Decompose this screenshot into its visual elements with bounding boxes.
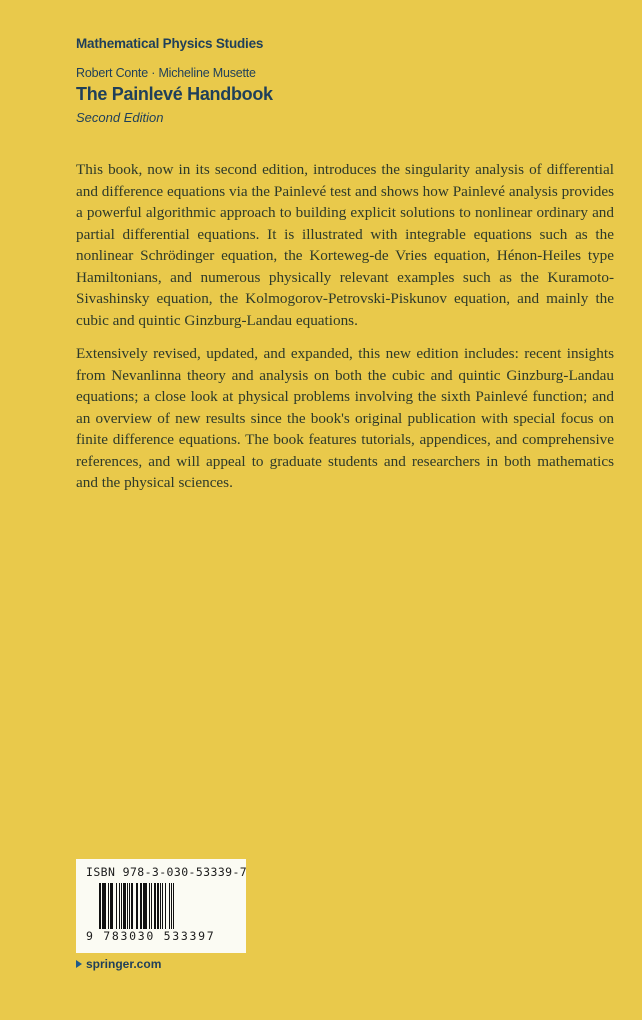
blurb-paragraph-2: Extensively revised, updated, and expanded, this new edition includes: recent insights from Nevanlinna theory and analysis on both the cubic and quintic Ginzburg-Landau equations; a close look at physical problems involving the sixth Painlevé function; and an overview of new results since the book's original publication with special focus on finite difference equations. The book features tutorials, appendices, and comprehensive references, and will appeal to graduate students and researchers in both mathematics and the physical sciences. <box>76 345 614 491</box>
series-name: Mathematical Physics Studies <box>76 36 264 51</box>
book-title: The Painlevé Handbook <box>76 84 273 104</box>
barcode-digits: 9 783030 533397 <box>86 929 216 943</box>
blurb-paragraph-1: This book, now in its second edition, introduces the singularity analysis of differential and difference equations via the Painlevé test and shows how Painlevé analysis provides a powerful algorithmic approach to building explicit solutions to nonlinear ordinary and partial differential equations. It is illustrated with integrable equations such as the nonlinear Schrödinger equation, the Korteweg-de Vries equation, Hénon-Heiles type Hamiltonians, and numerous physically relevant examples such as the Kuramoto-Sivashinsky equation, the Kolmogorov-Petrovski-Piskunov equation, and mainly the cubic and quintic Ginzburg-Landau equations. <box>76 161 614 329</box>
barcode-box <box>76 859 246 953</box>
edition: Second Edition <box>76 110 164 125</box>
triangle-right-icon <box>76 960 82 968</box>
springer-link-text: springer.com <box>86 957 162 971</box>
authors: Robert Conte · Micheline Musette <box>76 66 256 80</box>
springer-link[interactable] <box>76 957 161 971</box>
blurb <box>76 159 614 506</box>
isbn-label: ISBN 978-3-030-53339-7 <box>86 865 248 879</box>
